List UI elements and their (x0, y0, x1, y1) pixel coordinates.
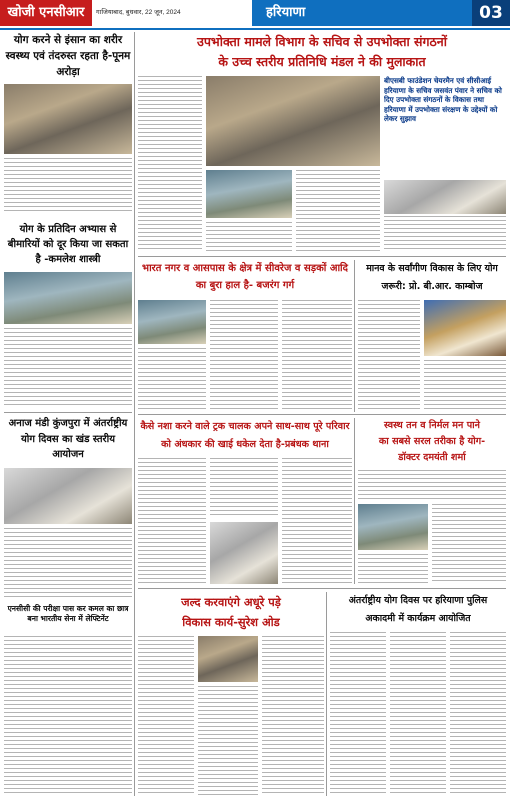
headline-manav-vikas-line1: मानव के सर्वांगीण विकास के लिए योग (366, 263, 498, 274)
masthead-rule (0, 28, 510, 30)
photo-truck-driver (210, 522, 278, 584)
photo-lead-side (384, 180, 506, 214)
page-number: 03 (472, 0, 510, 26)
photo-lead-meeting (206, 76, 380, 166)
headline-swasth-tan-line2: का सबसे सरल तरीका है योग- (378, 436, 486, 447)
body-manav-vikas-col1 (358, 300, 420, 412)
body-adhure-col2 (198, 686, 258, 796)
photo-bharat-nagar (138, 300, 206, 344)
headline-swasth-tan-line1: स्वस्थ तन व निर्मल मन पाने (384, 420, 480, 431)
headline-ncc: एनसीसी की परीक्षा पास कर कमल का छात्र बना भारतीय सेना में लेफ्टिनेंट (7, 604, 129, 623)
photo-anaj-mandi (4, 468, 132, 524)
lead-headline-line2: के उच्च स्तरीय प्रतिनिधि मंडल ने की मुलाकात (218, 54, 426, 69)
headline-manav-vikas-line2: जरूरी: प्रो. बी.आर. काम्बोज (381, 281, 483, 292)
lead-headline-line1: उपभोक्ता मामले विभाग के सचिव से उपभोक्ता संगठनों (196, 34, 447, 49)
body-bharat-nagar-col3 (282, 300, 352, 412)
divider (138, 588, 506, 589)
body-bharat-nagar-col2 (210, 300, 278, 412)
body-bharat-nagar-col1 (138, 348, 206, 412)
body-manav-vikas-col2 (424, 360, 506, 412)
photo-adhure (198, 636, 258, 682)
body-lead-col1 (138, 76, 202, 252)
body-yoga-disease (4, 328, 132, 408)
body-lead-col2 (206, 222, 292, 252)
photo-manav-vikas (424, 300, 506, 356)
photo-yoga-fit (4, 84, 132, 154)
body-adhure-col1 (138, 636, 194, 796)
body-swasth-tan-col1 (358, 554, 428, 584)
column-divider (134, 32, 135, 796)
divider (138, 256, 506, 257)
headline-swasth-tan-line3: डॉक्टर दमयंती शर्मा (398, 452, 466, 463)
divider (4, 412, 132, 413)
column-divider (354, 418, 355, 584)
dateline: गाजियाबाद, बुधवार, 22 जून, 2024 (96, 9, 181, 16)
body-anaj-mandi (4, 528, 132, 600)
body-adhure-col3 (262, 636, 324, 796)
body-truck-driver-col3 (282, 458, 352, 584)
body-lead-col4 (384, 216, 506, 252)
headline-yoga-disease: योग के प्रतिदिन अभ्यास से बीमारियों को दूर किया जा सकता है -कमलेश शास्त्री (7, 224, 129, 265)
body-police-col3 (450, 632, 506, 796)
column-divider (354, 260, 355, 412)
newspaper-brand: खोजी एनसीआर (0, 0, 92, 26)
section-title: हरियाणा (252, 0, 472, 26)
body-truck-driver-col1 (138, 458, 206, 584)
body-police-col2 (390, 632, 446, 796)
headline-adhure-line2: विकास कार्य-सुरेश ओड (182, 615, 280, 629)
body-swasth-tan-top (358, 470, 506, 500)
lead-callout: बीएसबी फाउंडेशन चेयरमैन एवं सीसीआई हरियाणा के सचिव जसवंत पंवार ने सचिव को दिए उपभोक्ता संगठनों के विकास तथा हरियाणा में उपभोक्ता संरक्षण के उद्देश्यों को लेकर सुझाव (384, 76, 502, 124)
headline-police-line2: अकादमी में कार्यक्रम आयोजित (365, 613, 471, 624)
photo-swasth-tan (358, 504, 428, 550)
body-truck-driver-col2 (210, 458, 278, 518)
column-divider (326, 592, 327, 796)
photo-lead-group (206, 170, 292, 218)
body-lead-col3 (296, 170, 380, 252)
body-police-col1 (330, 632, 386, 796)
headline-bharat-nagar: भारत नगर व आसपास के क्षेत्र में सीवरेज व सड़कों आदि का बुरा हाल है- बजरंग गर्ग (142, 263, 348, 291)
photo-yoga-disease (4, 272, 132, 324)
divider (138, 414, 506, 415)
headline-truck-driver-line2: को अंधकार की खाई धकेल देता है-प्रबंधक थाना (161, 439, 329, 450)
headline-adhure-line1: जल्द करवाएंगे अधूरे पड़े (181, 595, 281, 609)
headline-yoga-fit: योग करने से इंसान का शरीर स्वस्थ्य एवं तंदरुस्त रहता है-पूनम अरोड़ा (5, 34, 131, 78)
headline-police-line1: अंतर्राष्ट्रीय योग दिवस पर हरियाणा पुलिस (348, 595, 488, 606)
body-swasth-tan-col2 (432, 504, 506, 584)
body-yoga-fit (4, 158, 132, 214)
headline-truck-driver-line1: कैसे नशा करने वाले ट्रक चालक अपने साथ-साथ पूरे परिवार (140, 421, 350, 432)
headline-anaj-mandi: अनाज मंडी कुंजपुरा में अंतर्राष्ट्रीय योग दिवस का खंड स्तरीय आयोजन (8, 418, 128, 460)
body-ncc (4, 636, 132, 796)
